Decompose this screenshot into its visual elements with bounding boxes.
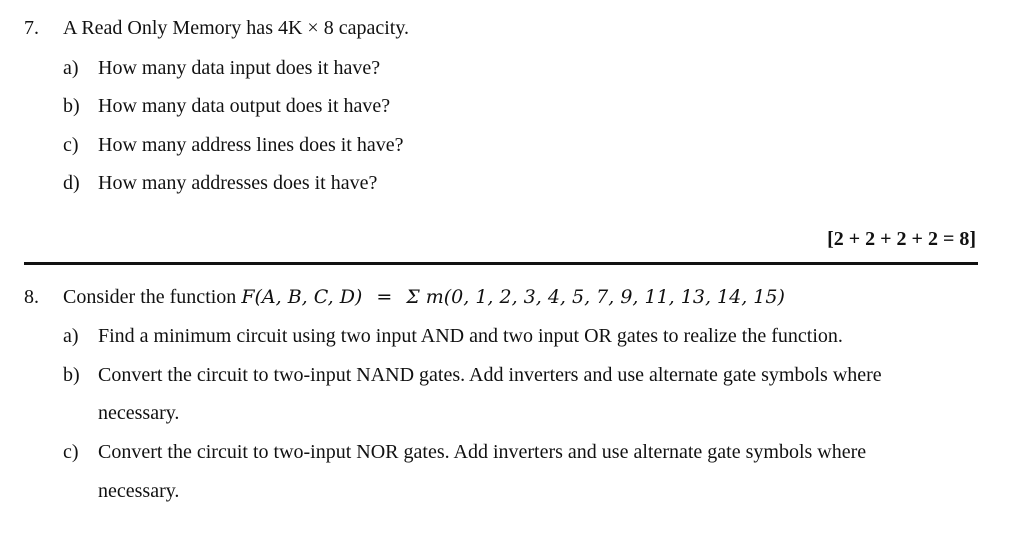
section-divider xyxy=(24,262,978,265)
question-8-stem xyxy=(63,286,785,309)
q7-part-d-letter: d) xyxy=(63,172,80,194)
function-rhs: Σ m(0, 1, 2, 3, 4, 5, 7, 9, 11, 13, 14, 15) xyxy=(406,286,785,308)
q7-part-b-text: How many data output does it have? xyxy=(98,95,391,117)
q8-part-b-text: Convert the circuit to two-input NAND gates. Add inverters and use alternate gate symbols where xyxy=(98,364,882,386)
q7-marks: [2 + 2 + 2 + 2 = 8] xyxy=(827,228,976,250)
q7-part-c-letter: c) xyxy=(63,134,79,156)
q8-part-a-letter: a) xyxy=(63,325,79,347)
q7-part-d-text: How many addresses does it have? xyxy=(98,172,378,194)
q7-part-b-letter: b) xyxy=(63,95,80,117)
q8-part-c-text: Convert the circuit to two-input NOR gates. Add inverters and use alternate gate symbols where xyxy=(98,441,867,463)
q8-part-c-letter: c) xyxy=(63,441,79,463)
q7-part-a-text: How many data input does it have? xyxy=(98,57,381,79)
q7-part-a-letter: a) xyxy=(63,57,79,79)
question-7-stem: A Read Only Memory has 4K × 8 capacity. xyxy=(63,17,410,39)
q8-part-c-continuation: necessary. xyxy=(98,480,180,502)
question-7-number: 7. xyxy=(24,17,39,39)
question-8-number: 8. xyxy=(24,286,39,308)
q8-stem-prefix: Consider the function xyxy=(63,286,242,308)
q8-part-b-continuation: necessary. xyxy=(98,402,180,424)
q7-part-c-text: How many address lines does it have? xyxy=(98,134,404,156)
q8-part-a-text: Find a minimum circuit using two input AND and two input OR gates to realize the function. xyxy=(98,325,843,347)
equals-sign: = xyxy=(376,286,393,308)
q8-part-b-letter: b) xyxy=(63,364,80,386)
function-lhs: F(A, B, C, D) xyxy=(241,286,363,308)
